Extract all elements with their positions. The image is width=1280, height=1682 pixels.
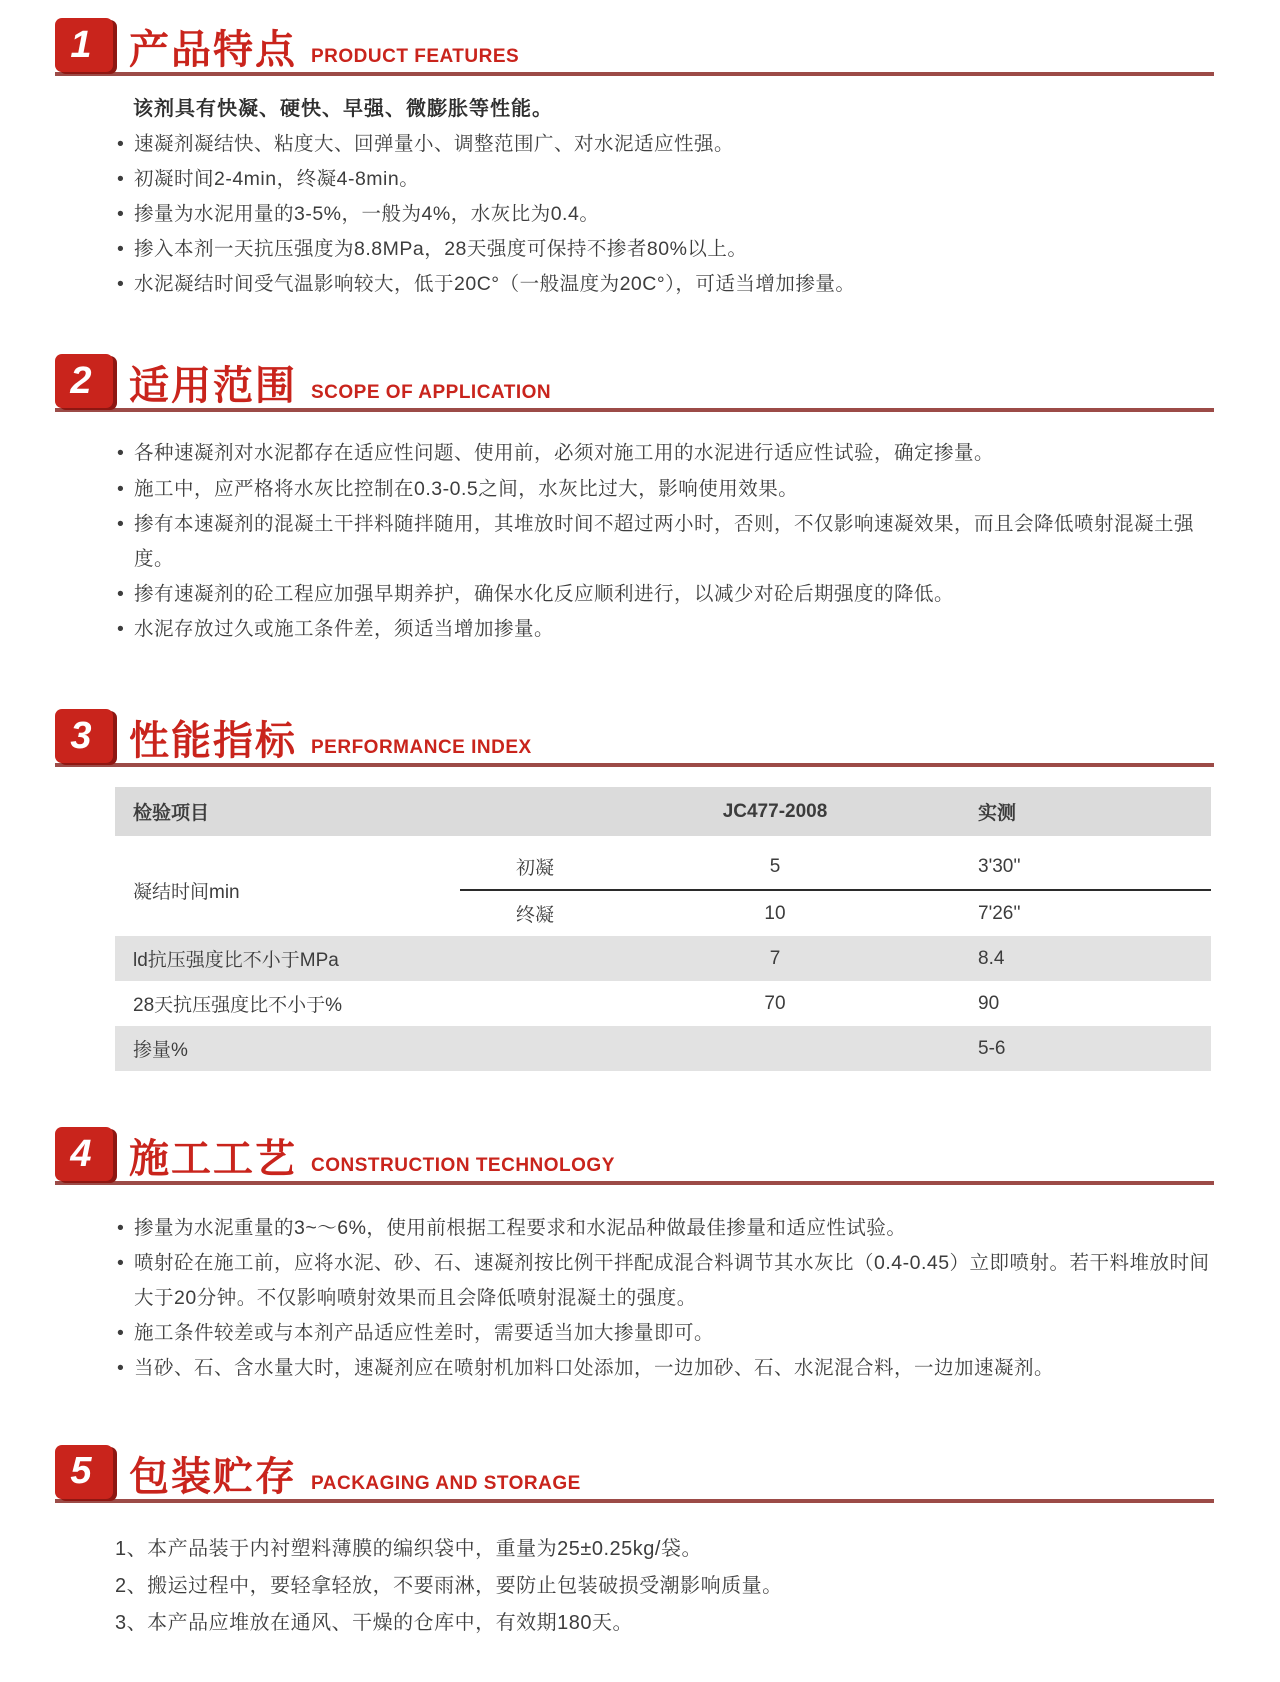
section-4-header — [55, 1127, 1214, 1185]
section-1-intro: 该剂具有快凝、硬快、早强、微膨胀等性能。 — [133, 98, 553, 120]
section-1-bullet-list — [115, 127, 1214, 302]
list-item: 2、搬运过程中，要轻拿轻放，不要雨淋，要防止包装破损受潮影响质量。 — [115, 1574, 783, 1597]
bullet-item: • 初凝时间2-4min，终凝4-8min。 — [115, 162, 1214, 197]
cell-dosage-measured: 5-6 — [940, 1026, 1211, 1071]
section-2-header — [55, 354, 1214, 412]
section-2-title-en: SCOPE OF APPLICATION — [311, 382, 552, 404]
table-header-standard: JC477-2008 — [610, 787, 940, 844]
section-4-body — [115, 1211, 1214, 1386]
section-1-title-zh: 产品特点 — [129, 28, 297, 72]
table-row-dosage — [115, 1026, 1211, 1071]
list-item: 1、本产品装于内衬塑料薄膜的编织袋中，重量为25±0.25kg/袋。 — [115, 1537, 702, 1560]
section-3-title-zh: 性能指标 — [129, 719, 297, 764]
cell-28d-measured: 90 — [978, 992, 1000, 1014]
bullet-item: • 各种速凝剂对水泥都存在适应性问题、使用前，必须对施工用的水泥进行适应性试验，确定掺量。 — [115, 436, 1214, 471]
section-3-body — [115, 787, 1214, 1071]
table-header-row — [115, 787, 1211, 844]
section-3-number-badge: 3 — [55, 709, 113, 763]
bullet-item: • 速凝剂凝结快、粘度大、回弹量小、调整范围广、对水泥适应性强。 — [115, 127, 1214, 162]
section-2-title-zh: 适用范围 — [129, 364, 297, 409]
cell-28d-item: 28天抗压强度比不小于% — [133, 995, 343, 1017]
section-5-titles — [129, 1455, 581, 1499]
table-header-sub — [460, 787, 610, 844]
section-5-title-zh: 包装贮存 — [129, 1454, 297, 1499]
section-5-number-badge: 5 — [55, 1445, 113, 1499]
bullet-item: • 水泥凝结时间受气温影响较大，低于20C°（一般温度为20C°），可适当增加掺量。 — [115, 267, 1214, 302]
bullet-item: • 水泥存放过久或施工条件差，须适当增加掺量。 — [115, 612, 1214, 647]
cell-28d-standard: 70 — [764, 992, 786, 1014]
section-3-title-en: PERFORMANCE INDEX — [311, 737, 532, 759]
section-5-item-list — [115, 1531, 1214, 1642]
cell-1d-item: ld抗压强度比不小于MPa — [115, 936, 610, 981]
bullet-item: • 施工中，应严格将水灰比控制在0.3-0.5之间，水灰比过大，影响使用效果。 — [115, 472, 1214, 507]
cell-final-measured: 7'26'' — [940, 889, 1211, 936]
section-4-number-badge: 4 — [55, 1127, 113, 1181]
cell-final-label: 终凝 — [460, 889, 610, 936]
bullet-item: • 掺量为水泥用量的3-5%，一般为4%，水灰比为0.4。 — [115, 197, 1214, 232]
section-performance-index — [55, 709, 1214, 1071]
table-row-28d-strength — [115, 981, 1211, 1026]
section-2-number-badge: 2 — [55, 354, 113, 408]
section-5-title-en: PACKAGING AND STORAGE — [311, 1472, 581, 1494]
section-3-titles — [129, 719, 532, 763]
bullet-item: • 当砂、石、含水量大时，速凝剂应在喷射机加料口处添加，一边加砂、石、水泥混合料，一边加速凝剂。 — [115, 1351, 1214, 1386]
section-product-features — [55, 18, 1214, 302]
section-4-titles — [129, 1137, 615, 1181]
table-row-1d-strength — [115, 936, 1211, 981]
section-construction-technology — [55, 1127, 1214, 1386]
section-1-body — [115, 92, 1214, 302]
cell-dosage-item: 掺量% — [115, 1026, 610, 1071]
cell-dosage-standard — [610, 1026, 940, 1071]
section-1-title-en: PRODUCT FEATURES — [311, 46, 520, 67]
section-1-header — [55, 18, 1214, 76]
bullet-item: • 掺量为水泥重量的3~～6%，使用前根据工程要求和水泥品种做最佳掺量和适应性试验。 — [115, 1211, 1214, 1246]
bullet-item: • 施工条件较差或与本剂产品适应性差时，需要适当加大掺量即可。 — [115, 1316, 1214, 1351]
list-item: 3、本产品应堆放在通风、干燥的仓库中，有效期180天。 — [115, 1611, 633, 1634]
cell-setting-time-item: 凝结时间min — [133, 881, 240, 903]
section-5-header — [55, 1445, 1214, 1503]
section-1-titles — [129, 28, 519, 72]
bullet-item: • 掺有速凝剂的砼工程应加强早期养护，确保水化反应顺利进行，以减少对砼后期强度的降低。 — [115, 577, 1214, 612]
cell-1d-measured: 8.4 — [940, 936, 1211, 981]
section-2-body — [115, 436, 1214, 647]
section-4-title-zh: 施工工艺 — [129, 1137, 297, 1182]
section-packaging-storage — [55, 1445, 1214, 1642]
section-2-bullet-list — [115, 436, 1214, 647]
section-1-number-badge: 1 — [55, 18, 113, 72]
cell-initial-standard: 5 — [769, 855, 781, 877]
table-header-measured: 实测 — [940, 787, 1211, 844]
cell-final-standard: 10 — [610, 889, 940, 936]
section-4-title-en: CONSTRUCTION TECHNOLOGY — [311, 1155, 615, 1177]
section-4-bullet-list — [115, 1211, 1214, 1386]
performance-index-table — [115, 787, 1211, 1071]
bullet-item: • 掺入本剂一天抗压强度为8.8MPa，28天强度可保持不掺者80%以上。 — [115, 232, 1214, 267]
section-3-header — [55, 709, 1214, 767]
cell-initial-label: 初凝 — [515, 858, 554, 880]
cell-initial-measured: 3'30'' — [978, 855, 1021, 877]
bullet-item: • 喷射砼在施工前，应将水泥、砂、石、速凝剂按比例干拌配成混合料调节其水灰比（0.4-0.45）立即喷射。若干料堆放时间大于20分钟。不仅影响喷射效果而且会降低喷射混凝土的强度。 — [115, 1246, 1214, 1316]
section-scope-of-application — [55, 354, 1214, 647]
table-row-setting-time-initial — [115, 844, 1211, 889]
bullet-item: • 掺有本速凝剂的混凝土干拌料随拌随用，其堆放时间不超过两小时，否则，不仅影响速凝效果，而且会降低喷射混凝土强度。 — [115, 507, 1214, 577]
section-2-titles — [129, 364, 551, 408]
cell-1d-standard: 7 — [610, 936, 940, 981]
table-header-item: 检验项目 — [115, 787, 460, 844]
section-5-body — [115, 1531, 1214, 1642]
